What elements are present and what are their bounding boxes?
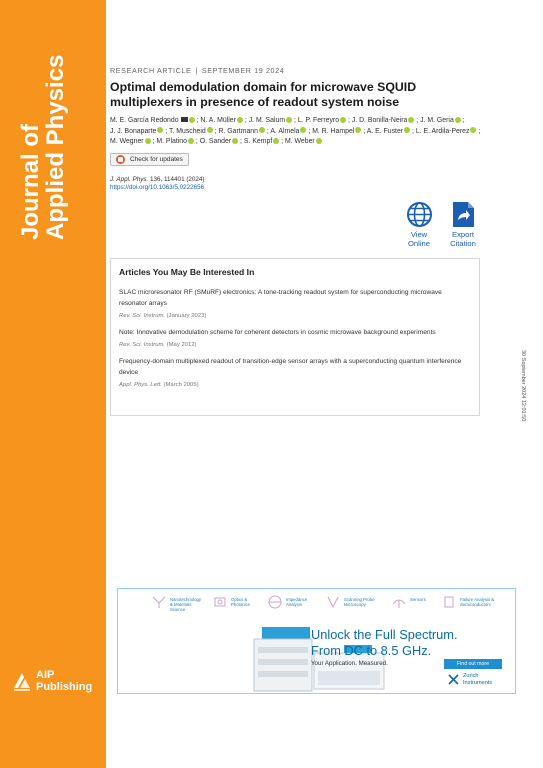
aip-publishing-logo[interactable] <box>12 669 92 693</box>
find-out-more-button[interactable]: Find out more <box>444 659 502 669</box>
author-name[interactable]: N. A. Müller <box>200 117 236 124</box>
orcid-icon[interactable] <box>455 117 461 123</box>
ad-headline-line2: From DC to 8.5 GHz. <box>311 643 432 658</box>
ad-category[interactable] <box>170 597 204 612</box>
related-article-source <box>119 341 471 350</box>
orcid-icon[interactable] <box>340 117 346 123</box>
nanotech-icon <box>151 595 167 609</box>
email-icon[interactable] <box>181 117 188 122</box>
export-citation-line2: Citation <box>450 239 476 248</box>
check-updates-icon <box>116 155 125 164</box>
related-article[interactable] <box>119 287 471 321</box>
orcid-icon[interactable] <box>157 127 163 133</box>
article-title: Optimal demodulation domain for microwave SQUID multiplexers in presence of readout system noise <box>110 80 417 109</box>
view-online-line2: Online <box>408 239 430 248</box>
ad-category-label: Optics & Photonics <box>231 597 250 607</box>
ad-category-label: Sensors <box>410 597 426 602</box>
citation-journal: J. Appl. Phys. <box>110 175 149 183</box>
orcid-icon[interactable] <box>408 117 414 123</box>
citation-details: 136, 114401 (2024) <box>148 175 205 183</box>
meta-separator: | <box>195 66 198 75</box>
related-article-title[interactable]: Note: Innovative demodulation scheme for coherent detectors in cosmic microwave background experiments <box>119 329 436 336</box>
zurich-logo-text <box>463 673 492 686</box>
ad-category-label: Nanotechnology & Materials Science <box>170 597 202 612</box>
view-online-line1: View <box>410 230 428 239</box>
author-name[interactable]: M. E. García Redondo <box>110 117 179 124</box>
author-name[interactable]: A. E. Fuster <box>366 127 404 135</box>
probe-microscopy-icon <box>325 595 341 609</box>
view-online-button[interactable] <box>404 201 434 248</box>
zurich-logo-icon <box>448 674 459 685</box>
ad-category[interactable] <box>286 597 312 607</box>
related-article-journal: Rev. Sci. Instrum. <box>119 313 166 319</box>
related-article-date: (March 2005) <box>161 382 199 388</box>
ad-category-row <box>118 595 517 617</box>
article-header <box>110 66 490 191</box>
orcid-icon[interactable] <box>470 127 476 133</box>
author-name[interactable]: M. Wegner <box>110 138 144 145</box>
orcid-icon[interactable] <box>237 117 243 123</box>
author-name[interactable]: M. Weber <box>284 138 315 145</box>
aip-logo-icon <box>12 670 32 692</box>
semiconductor-icon <box>441 595 457 609</box>
zurich-logo-line1: Zurich <box>463 673 479 679</box>
ad-headline-line1: Unlock the Full Spectrum. <box>311 627 458 642</box>
author-name[interactable]: M. R. Hampel <box>312 127 355 135</box>
orcid-icon[interactable] <box>316 138 322 144</box>
author-name[interactable]: T. Muscheid <box>168 127 206 135</box>
author-name[interactable]: J. M. Geria <box>420 117 454 124</box>
orcid-icon[interactable] <box>207 127 213 133</box>
author-name[interactable]: J. M. Salum <box>248 117 286 124</box>
orcid-icon[interactable] <box>259 127 265 133</box>
orcid-icon[interactable] <box>404 127 410 133</box>
ad-category-label: Scanning Probe Microscopy <box>344 597 375 607</box>
aip-logo-text <box>36 669 92 693</box>
related-article-source <box>119 312 471 321</box>
orcid-icon[interactable] <box>300 127 306 133</box>
journal-name-line2: Applied Physics <box>42 54 69 240</box>
zurich-logo-line2: Instruments <box>463 679 493 686</box>
orcid-icon[interactable] <box>273 138 279 144</box>
impedance-icon <box>267 595 283 609</box>
ad-category[interactable] <box>344 597 378 607</box>
related-article-journal: Appl. Phys. Lett. <box>119 382 162 388</box>
orcid-icon[interactable] <box>189 117 195 123</box>
ad-category[interactable] <box>460 597 500 607</box>
check-updates-label: Check for updates <box>130 155 183 163</box>
globe-icon <box>406 201 433 228</box>
related-article[interactable] <box>119 356 471 390</box>
author-name[interactable]: S. Kempf <box>243 138 273 145</box>
export-citation-line1: Export <box>452 230 474 239</box>
related-articles-heading: Articles You May Be Interested In <box>119 267 255 277</box>
author-name[interactable]: A. Almela <box>270 127 300 135</box>
ad-headline <box>311 627 458 659</box>
article-date: SEPTEMBER 19 2024 <box>201 66 285 75</box>
author-name[interactable]: J. D. Bonilla-Neira <box>351 117 408 124</box>
sensors-icon <box>391 595 407 609</box>
ad-category-label: Failure Analysis & Semiconductors <box>460 597 495 607</box>
optics-icon <box>212 595 228 609</box>
doi-link[interactable]: https://doi.org/10.1063/5.0222656 <box>110 183 205 191</box>
journal-name-line1: Journal of <box>17 123 44 240</box>
author-name[interactable]: J. J. Bonaparte <box>110 127 157 135</box>
journal-sidebar <box>0 0 106 768</box>
author-name[interactable]: O. Sander <box>199 138 232 145</box>
related-article-title[interactable]: Frequency-domain multiplexed readout of transition-edge sensor arrays with a superconducting quantum interference device <box>119 358 462 376</box>
related-article-date: (May 2012) <box>165 342 197 348</box>
download-timestamp: 30 September 2024 12:01:50 <box>520 350 526 422</box>
author-name[interactable]: L. P. Ferreyro <box>297 117 340 124</box>
check-for-updates-button[interactable] <box>110 153 189 166</box>
zurich-instruments-logo[interactable] <box>448 673 492 686</box>
author-name[interactable]: M. Platino <box>156 138 187 145</box>
citation <box>110 175 490 184</box>
orcid-icon[interactable] <box>355 127 361 133</box>
related-article-date: (January 2023) <box>165 313 207 319</box>
export-icon <box>452 201 475 228</box>
author-list: M. E. García Redondo ; N. A. Müller ; J. M. Salum ; L. P. Ferreyro ; J. D. Bonilla-Neira ; J. M. Geria ; J. J. Bonaparte ; T. Muscheid ; R. Gartmann ; A. Almela ; M. R. Hampel ; A. E. Fuster ; L. E. Ardila-Perez ; M. Wegner ; M. Platino ; O. Sander ; S. Kempf ; M. Weber <box>110 117 481 145</box>
related-article-journal: Rev. Sci. Instrum. <box>119 342 166 348</box>
aip-logo-line1: AIP <box>36 669 55 681</box>
orcid-icon[interactable] <box>232 138 238 144</box>
orcid-icon[interactable] <box>286 117 292 123</box>
ad-category[interactable] <box>410 597 434 602</box>
ad-subline: Your Application. Measured. <box>311 660 388 667</box>
orcid-icon[interactable] <box>188 138 194 144</box>
ad-category[interactable] <box>231 597 255 607</box>
related-article-source <box>119 381 471 390</box>
article-type: RESEARCH ARTICLE <box>110 66 192 75</box>
article-meta <box>110 66 490 75</box>
journal-name <box>18 40 68 240</box>
related-articles-panel <box>110 258 480 416</box>
orcid-icon[interactable] <box>145 138 151 144</box>
author-name[interactable]: L. E. Ardila-Perez <box>415 127 470 135</box>
aip-logo-line2: Publishing <box>36 681 93 693</box>
author-name[interactable]: R. Gartmann <box>218 127 258 135</box>
related-article[interactable] <box>119 327 471 350</box>
advertisement-banner[interactable] <box>117 588 516 694</box>
article-actions <box>404 201 478 248</box>
related-article-title[interactable]: SLAC microresonator RF (SMuRF) electronics: A tone-tracking readout system for superconducting microwave resonator arrays <box>119 289 442 307</box>
export-citation-button[interactable] <box>448 201 478 248</box>
ad-category-label: Impedance Analysis <box>286 597 308 607</box>
